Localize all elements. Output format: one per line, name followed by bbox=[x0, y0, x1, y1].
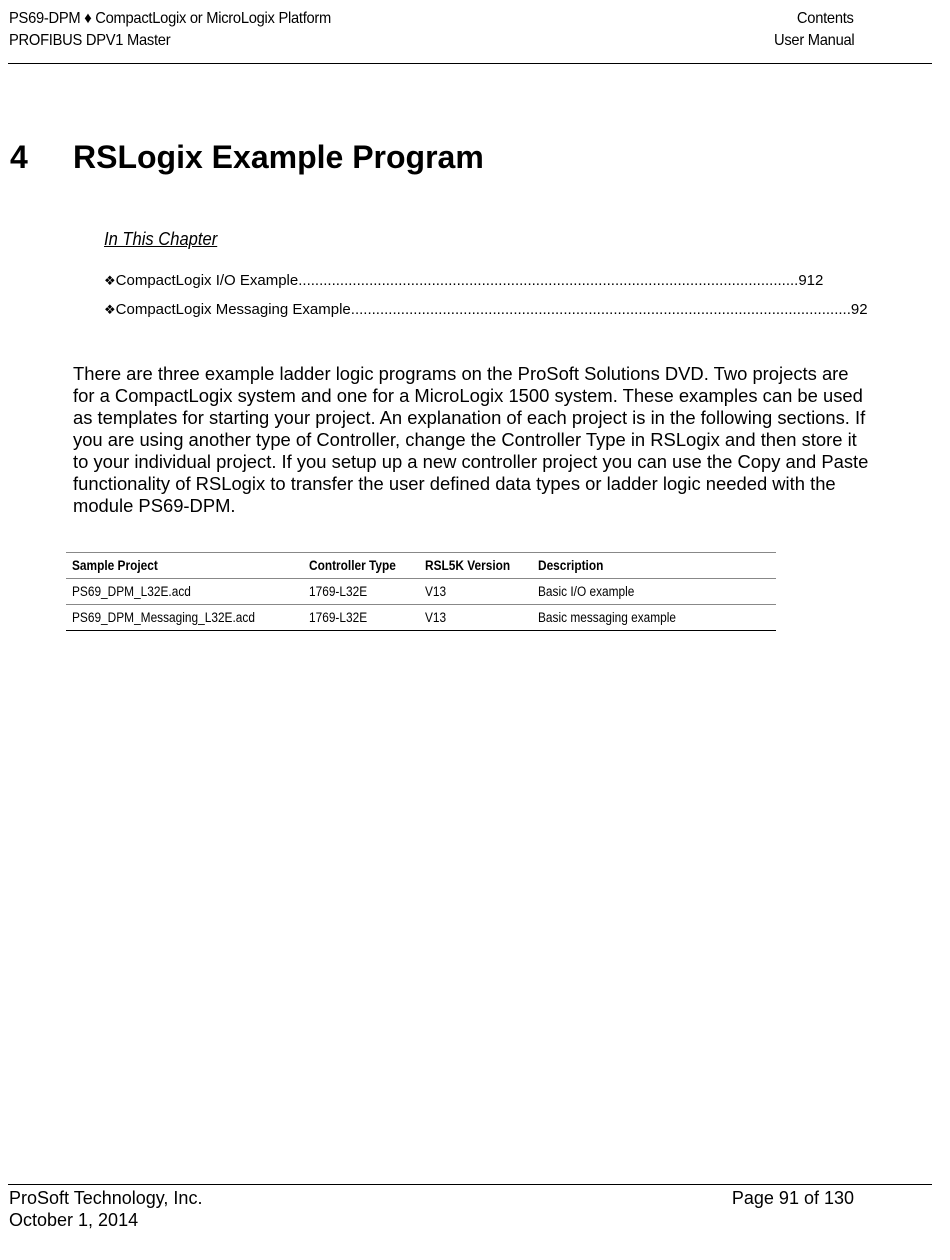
header-protocol-line: PROFIBUS DPV1 Master bbox=[9, 32, 171, 49]
toc-entry-messaging-example[interactable] bbox=[104, 301, 868, 330]
cell-description: Basic I/O example bbox=[532, 579, 776, 605]
header-document-type: User Manual bbox=[773, 32, 854, 49]
table-header-row bbox=[66, 553, 776, 579]
toc-entry-page: 912 bbox=[798, 272, 824, 289]
cell-description: Basic messaging example bbox=[532, 605, 776, 631]
table-row bbox=[66, 579, 776, 605]
toc-leader-dots: ........................................................................................................................ bbox=[350, 301, 851, 318]
cell-controller-type: 1769-L32E bbox=[303, 605, 419, 631]
intro-paragraph: There are three example ladder logic programs on the ProSoft Solutions DVD. Two projects are for a CompactLogix system and one for a MicroLogix 1500 system. These examples can be used as templates for starting your project. An explanation of each project is in the following sections. If you are using another type of Controller, change the Controller Type in RSLogix and then store it to your individual project. If you setup up a new controller project you can use the Copy and Paste functionality of RSLogix to transfer the user defined data types or ladder logic needed with the module PS69-DPM. bbox=[73, 363, 869, 516]
column-header-description: Description bbox=[532, 553, 776, 579]
cell-controller-type: 1769-L32E bbox=[303, 579, 419, 605]
cell-rsl5k-version: V13 bbox=[419, 605, 532, 631]
toc-leader-dots: ........................................................................................................................ bbox=[298, 272, 799, 289]
toc-entry-io-example[interactable] bbox=[104, 272, 824, 301]
toc-entry-label: CompactLogix Messaging Example bbox=[115, 301, 351, 318]
toc-entry-page: 92 bbox=[850, 301, 868, 318]
column-header-rsl5k-version: RSL5K Version bbox=[419, 553, 532, 579]
footer-date: October 1, 2014 bbox=[9, 1210, 139, 1230]
header-product-line: PS69-DPM ♦ CompactLogix or MicroLogix Platform bbox=[9, 10, 332, 27]
header-divider bbox=[8, 63, 932, 64]
diamond-bullet-icon: ❖ bbox=[104, 302, 116, 317]
footer-divider bbox=[8, 1184, 932, 1185]
footer-company: ProSoft Technology, Inc. bbox=[9, 1188, 203, 1208]
column-header-controller-type: Controller Type bbox=[303, 553, 419, 579]
cell-rsl5k-version: V13 bbox=[419, 579, 532, 605]
table-row bbox=[66, 605, 776, 631]
cell-sample-project: PS69_DPM_Messaging_L32E.acd bbox=[66, 605, 303, 631]
footer-page-number: Page 91 of 130 bbox=[731, 1188, 854, 1208]
in-this-chapter-heading: In This Chapter bbox=[104, 229, 218, 249]
toc-entry-label: CompactLogix I/O Example bbox=[115, 272, 299, 289]
column-header-sample-project: Sample Project bbox=[66, 553, 303, 579]
chapter-title: RSLogix Example Program bbox=[73, 139, 484, 175]
chapter-number: 4 bbox=[10, 139, 28, 175]
chapter-toc bbox=[104, 272, 868, 330]
header-section-label: Contents bbox=[797, 10, 854, 27]
cell-sample-project: PS69_DPM_L32E.acd bbox=[66, 579, 303, 605]
sample-projects-table bbox=[66, 552, 776, 631]
diamond-bullet-icon: ❖ bbox=[104, 273, 116, 288]
